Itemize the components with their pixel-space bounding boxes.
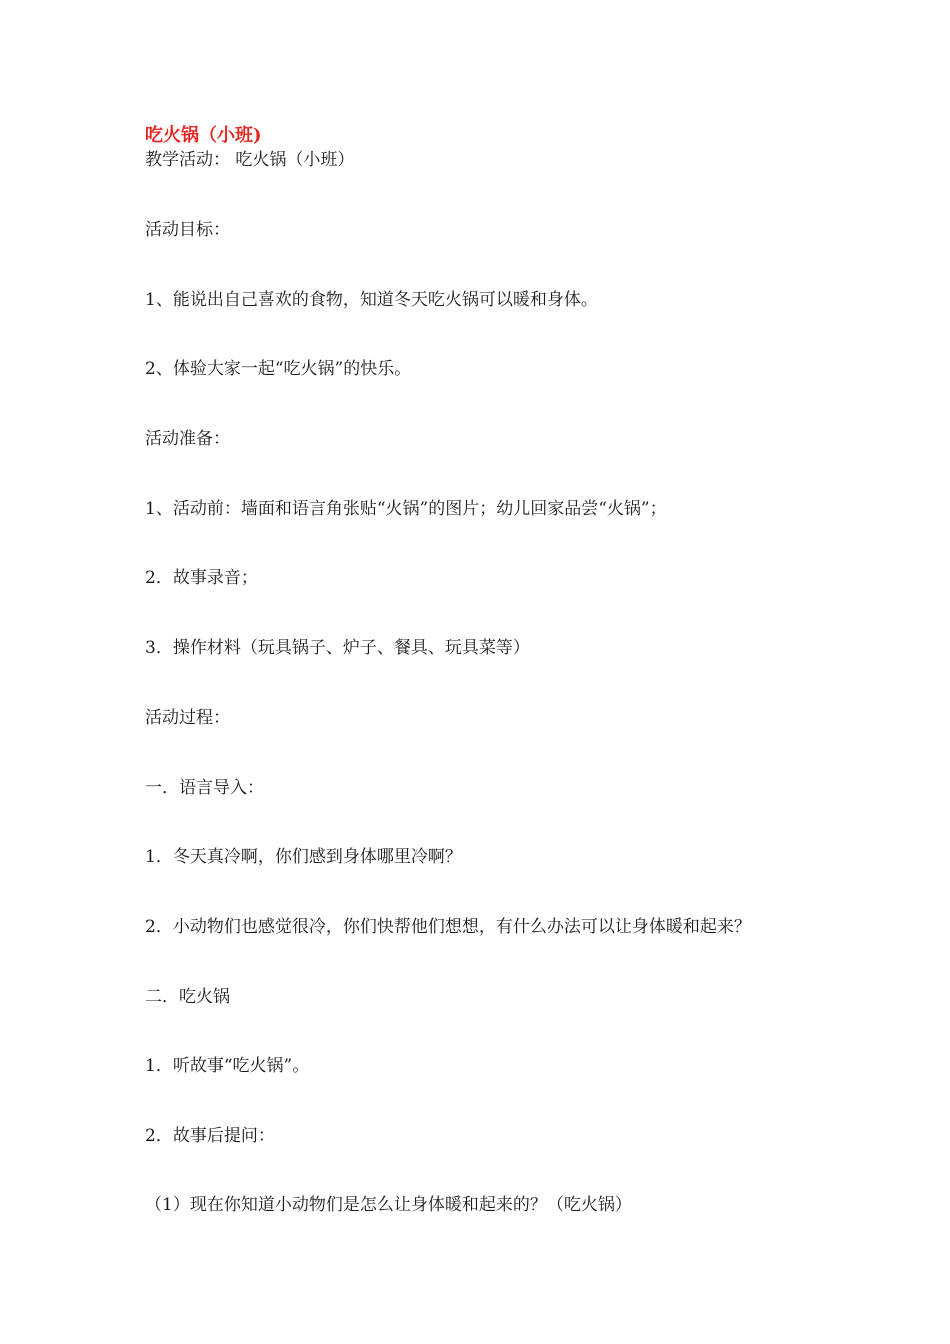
paragraph-process-2-2: 2．故事后提问： <box>145 1126 275 1146</box>
heading-section-2: 二．吃火锅 <box>145 987 230 1007</box>
paragraph-prep-1: 1、活动前：墙面和语言角张贴“火锅”的图片；幼儿回家品尝“火锅”； <box>145 499 667 519</box>
heading-activity-preparation: 活动准备： <box>145 429 230 449</box>
paragraph-process-2-1: 1．听故事“吃火锅”。 <box>145 1056 310 1076</box>
heading-section-1: 一．语言导入： <box>145 778 264 798</box>
heading-activity-goals: 活动目标： <box>145 220 230 240</box>
paragraph-process-1-1: 1．冬天真冷啊，你们感到身体哪里冷啊？ <box>145 847 462 867</box>
paragraph-goal-2: 2、体验大家一起“吃火锅”的快乐。 <box>145 359 412 379</box>
paragraph-prep-2: 2．故事录音； <box>145 568 258 588</box>
document-title: 吃火锅（小班) <box>145 125 262 146</box>
paragraph-prep-3: 3．操作材料（玩具锅子、炉子、餐具、玩具菜等） <box>145 638 530 658</box>
paragraph-process-2-2-q1: （1）现在你知道小动物们是怎么让身体暖和起来的？（吃火锅） <box>145 1195 632 1215</box>
paragraph-teaching-activity: 教学活动： 吃火锅（小班） <box>145 150 355 170</box>
paragraph-goal-1: 1、能说出自己喜欢的食物，知道冬天吃火锅可以暖和身体。 <box>145 290 598 310</box>
paragraph-process-1-2: 2．小动物们也感觉很冷，你们快帮他们想想，有什么办法可以让身体暖和起来？ <box>145 917 751 937</box>
heading-activity-process: 活动过程： <box>145 708 230 728</box>
